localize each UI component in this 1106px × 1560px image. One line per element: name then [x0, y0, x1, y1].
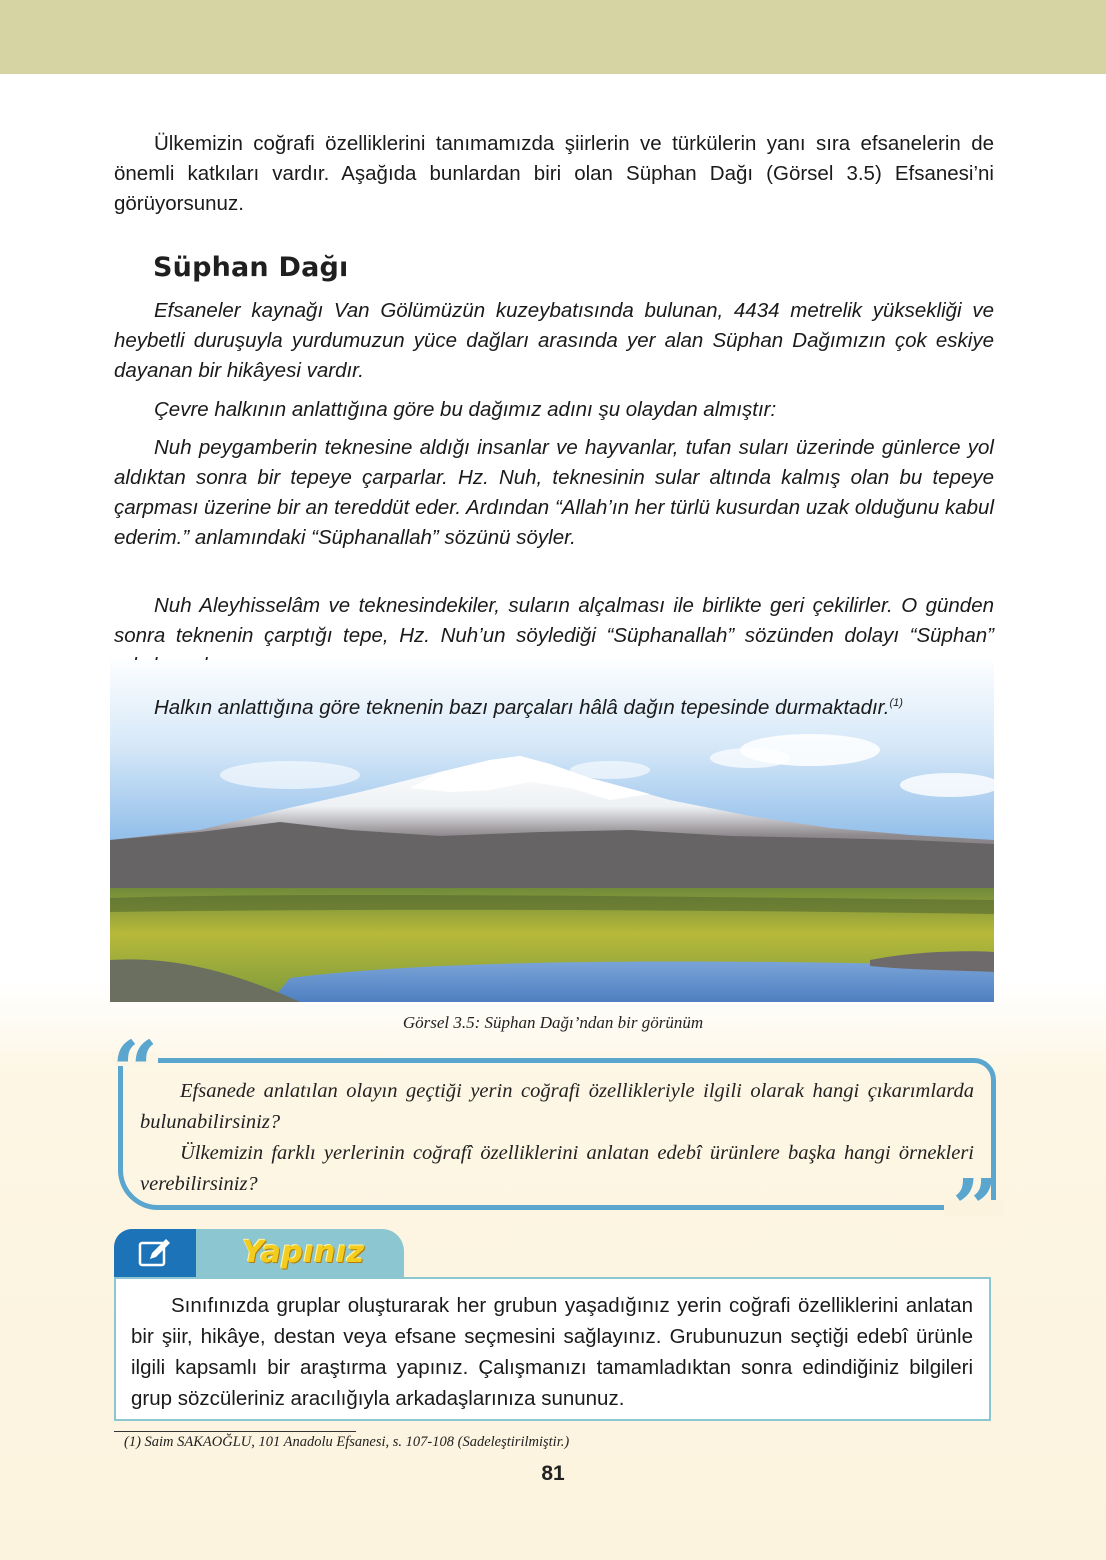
story-paragraph-3: Nuh peygamberin teknesine aldığı insanlar ve hayvanlar, tufan suları üzerinde günlerce yol aldıktan sonra bir tepeye çarparlar. Hz. Nuh, teknesinin sular altında kalmış olan bu tepeye çarpması üzerine bir an tereddüt eder. Ardından “Allah’ın her türlü kusurdan uzak olduğunu kabul ederim.” anlamındaki “Süphanallah” sözünü söyler. — [114, 436, 994, 549]
activity-tab-icon — [114, 1229, 196, 1277]
question-1: Efsanede anlatılan olayın geçtiği yerin coğrafi özellikleriyle ilgili olarak hangi çıkarımlarda bulunabilirsiniz? — [140, 1080, 974, 1133]
close-quote-icon: ” — [952, 1161, 999, 1255]
story-title: Süphan Dağı — [153, 252, 349, 283]
question-2: Ülkemizin farklı yerlerinin coğrafî özelliklerini anlatan edebî ürünlere başka hangi örnekleri verebilirsiniz? — [140, 1142, 974, 1195]
question-text — [140, 1076, 974, 1200]
page-number: 81 — [541, 1462, 565, 1485]
intro-paragraph: Ülkemizin coğrafi özelliklerini tanımamızda şiirlerin ve türkülerin yanı sıra efsanelerin de önemli katkıları vardır. Aşağıda bunlardan biri olan Süphan Dağı (Görsel 3.5) Efsanesi’ni görüyorsunuz. — [114, 132, 994, 215]
story-last-paragraph: Halkın anlattığına göre teknenin bazı parçaları hâlâ dağın tepesinde durmaktadır. — [154, 695, 890, 719]
footnote: (1) Saim SAKAOĞLU, 101 Anadolu Efsanesi, s. 107-108 (Sadeleştirilmiştir.) — [124, 1434, 570, 1450]
mountain-photo — [110, 660, 994, 1002]
open-quote-icon: “ — [112, 1023, 159, 1117]
activity-text: Sınıfınızda gruplar oluşturarak her grubun yaşadığınız yerin coğrafi özelliklerini anlatan bir şiir, hikâye, destan veya efsane seçmesini sağlayınız. Grubunuzun seçtiği edebî ürünle ilgili kapsamlı bir araştırma yapınız. Çalışmanızı tamamladıktan sonra edindiğiniz bilgileri grup sözcüleriniz aracılığıyla arkadaşlarınıza sununuz. — [131, 1294, 973, 1410]
footnote-marker: (1) — [889, 697, 903, 709]
story-paragraph-1: Efsaneler kaynağı Van Gölümüzün kuzeybatısında bulunan, 4434 metrelik yüksekliği ve heybetli duruşuyla yurdumuzun yüce dağları arasında yer alan Süphan Dağımızın çok eskiye dayanan bir hikâyesi vardır. — [114, 299, 994, 382]
figure-caption: Görsel 3.5: Süphan Dağı’ndan bir görünüm — [402, 1013, 704, 1032]
story-paragraph-2: Çevre halkının anlattığına göre bu dağımız adını şu olaydan almıştır: — [154, 398, 777, 421]
footnote-rule — [114, 1431, 356, 1432]
pencil-note-icon — [138, 1237, 172, 1269]
header-band — [0, 0, 1106, 74]
activity-label: Yapınız — [242, 1235, 365, 1270]
activity-tab — [196, 1229, 404, 1277]
story-paragraph-4: Nuh Aleyhisselâm ve teknesindekiler, suların alçalması ile birlikte geri çekilirler. O günden sonra teknenin çarptığı tepe, Hz. Nuh’un söylediği “Süphanallah” sözünden dolayı “Süphan” — [114, 594, 994, 647]
